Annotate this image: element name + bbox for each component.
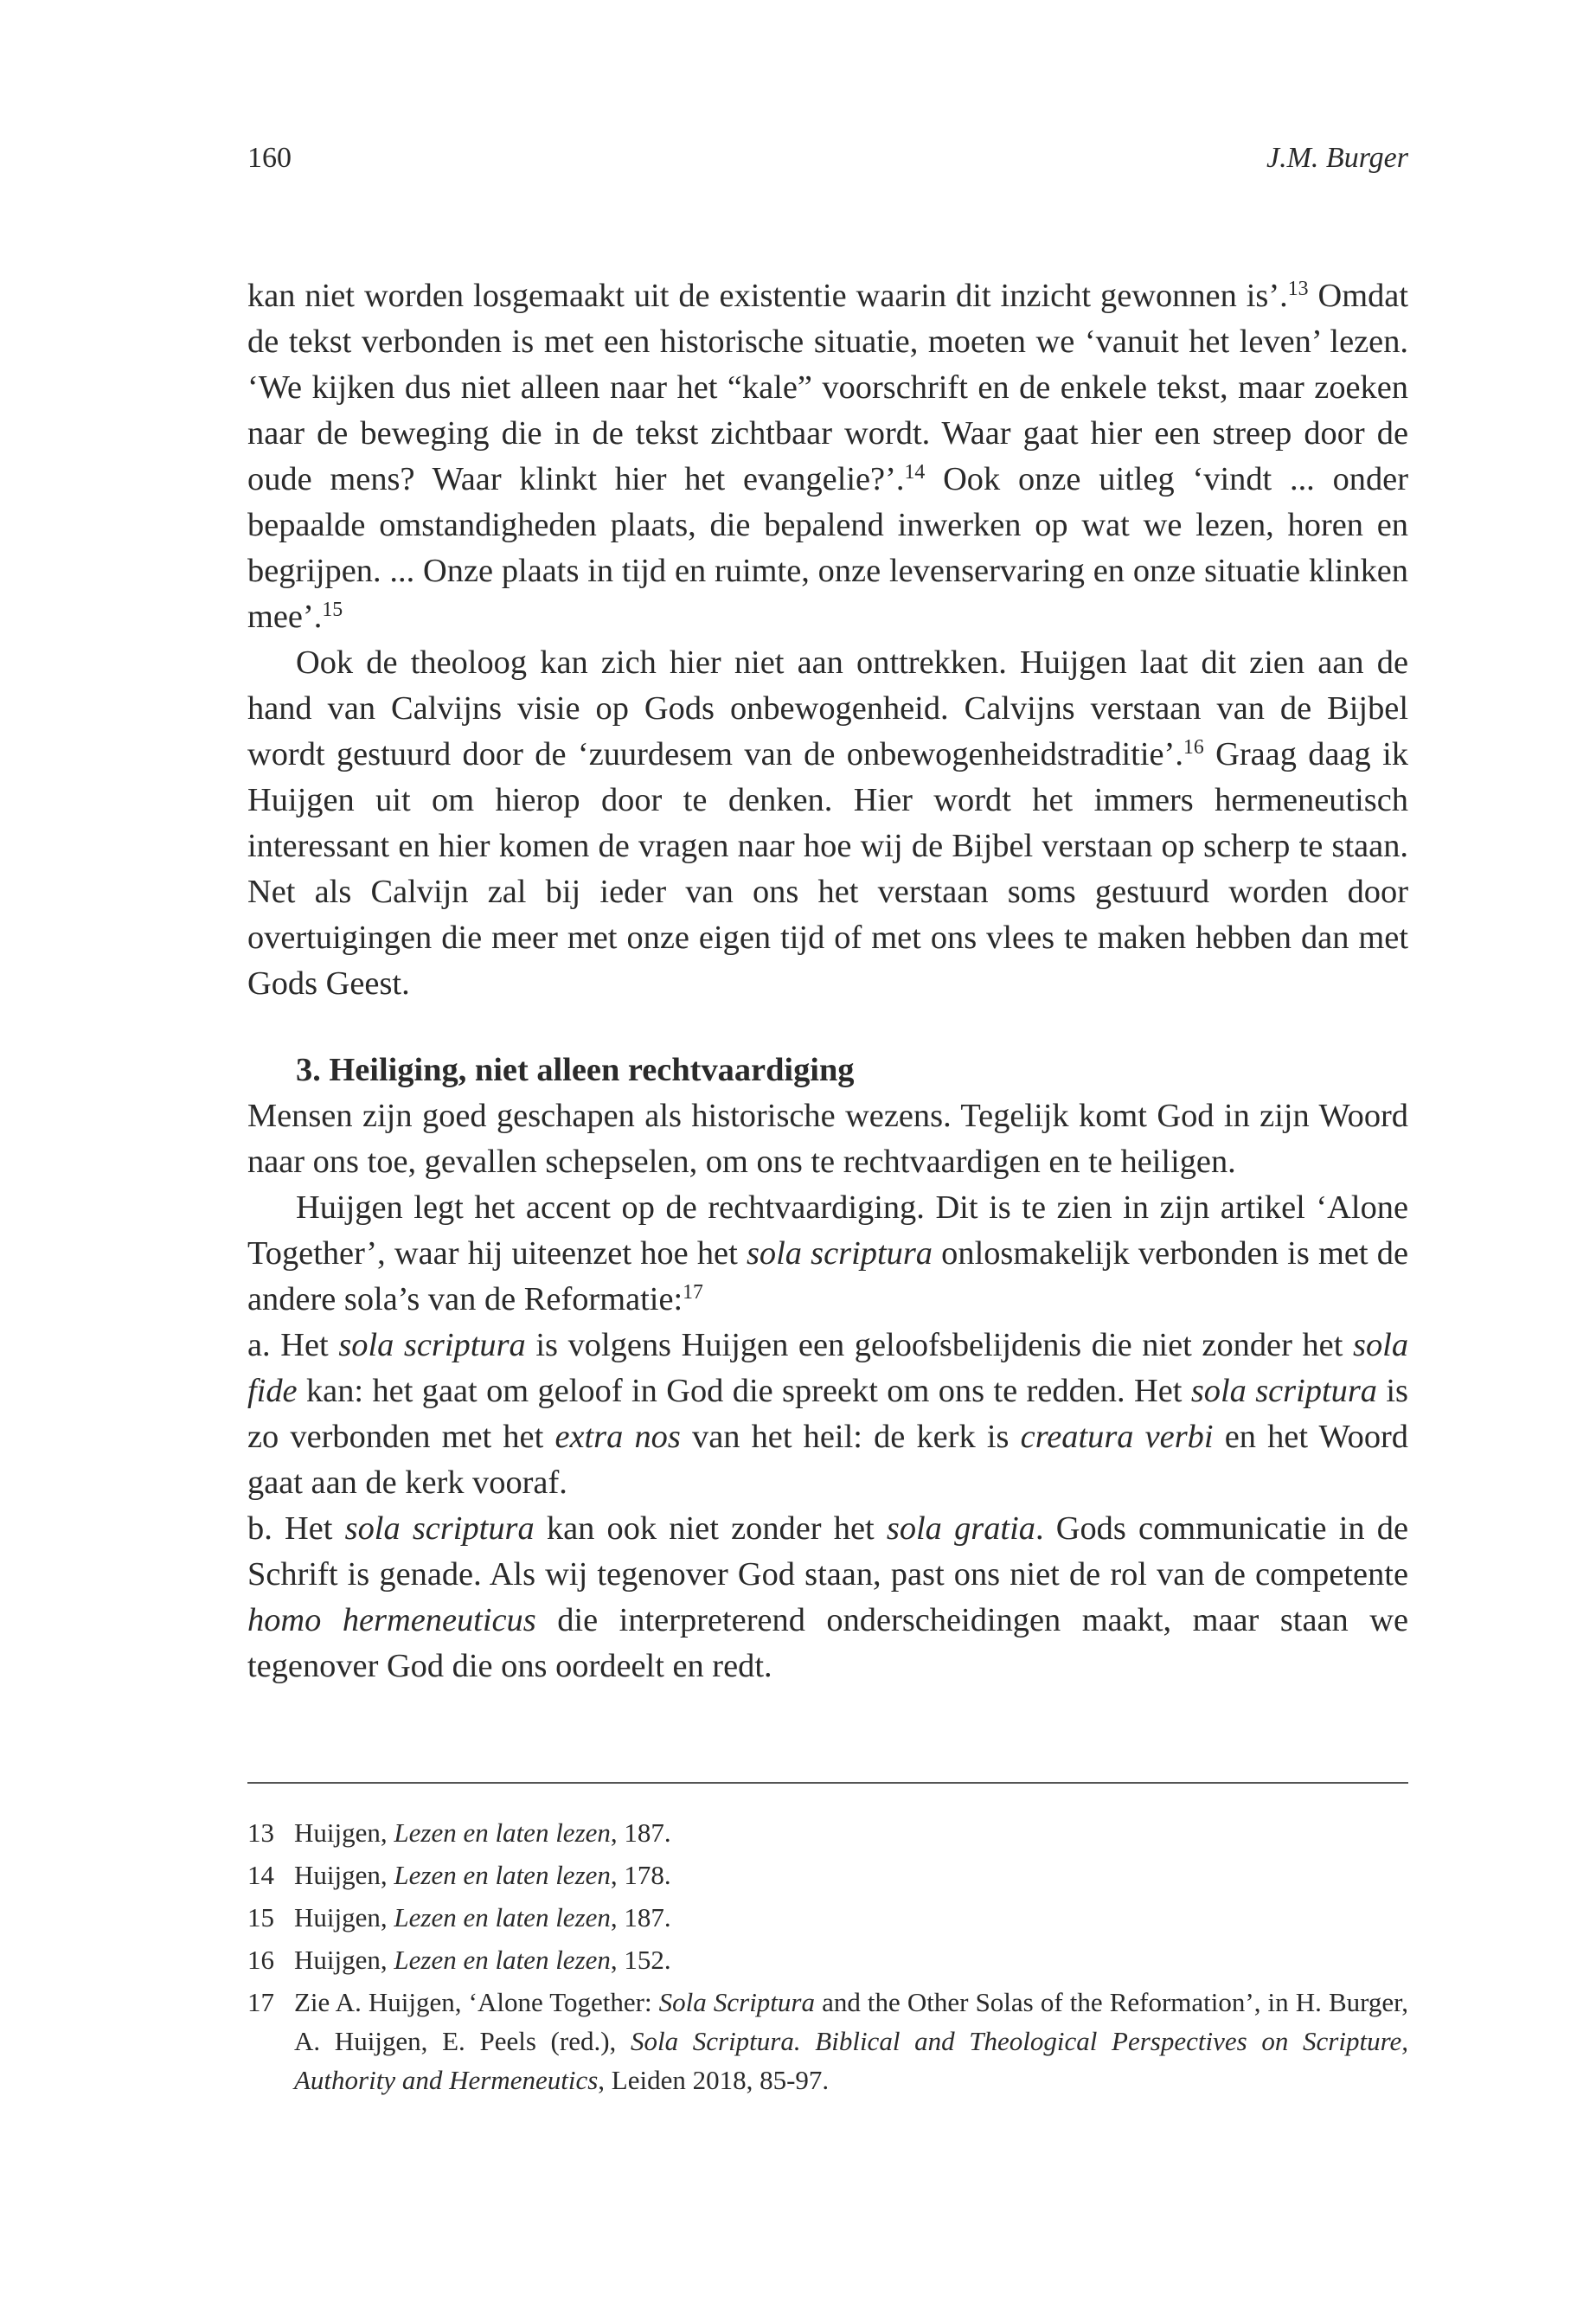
footnote-divider (247, 1782, 1408, 1784)
footnote-number: 16 (247, 1945, 274, 1975)
section-heading: 3. Heiliging, niet alleen rechtvaardiging (296, 1052, 855, 1088)
list-item-b: b. Het sola scriptura kan ook niet zonder het sola gratia. Gods communicatie in de Schrift is genade. Als wij tegenover God staan, past ons niet de rol van de competente homo hermeneuticus die interpreterend onderscheidingen maakt, maar staan we tegenover God die ons oordeelt en redt. (247, 1510, 1409, 1684)
page-number: 160 (247, 142, 292, 174)
footnotes (247, 1813, 1408, 2103)
main-text (247, 273, 1408, 1689)
paragraph: kan niet worden losgemaakt uit de existentie waarin dit inzicht gewonnen is’.$^{13}$ Omdat de tekst verbonden is met een historische situatie, moeten we ‘vanuit het leven’ lezen. ‘We kijken dus niet alleen naar het “kale” voorschrift en de enkele tekst, maar zoeken naar de beweging die in de tekst zichtbaar wordt. Waar gaat hier een streep door de oude mens? Waar klinkt hier het evangelie?’.$^{14}$ Ook onze uitleg ‘vindt ... onder bepaalde omstandigheden plaats, die bepalend inwerken op wat we lezen, horen en begrijpen. ... Onze plaats in tijd en ruimte, onze levenservaring en onze situatie klinken mee’.$^{15}$ (247, 277, 1408, 635)
footnote: 14 Huijgen, Lezen en laten lezen, 178. (247, 1856, 1408, 1894)
footnote-ref: 14 (904, 460, 926, 484)
footnote-number: 13 (247, 1817, 274, 1848)
footnote: 17 Zie A. Huijgen, ‘Alone Together: Sola Scriptura and the Other Solas of the Reformation’, in H. Burger, A. Huijgen, E. Peels (red.), Sola Scriptura. Biblical and Theological Perspectives on Scripture, Authority and Hermeneutics, Leiden 2018, 85-97. (247, 1983, 1408, 2099)
paragraph: Huijgen legt het accent op de rechtvaardiging. Dit is te zien in zijn artikel ‘Alone Together’, waar hij uiteenzet hoe het sola scriptura onlosmakelijk verbonden is met de andere sola’s van de Reformatie:$^{17}$ (247, 1189, 1408, 1317)
paragraph: Ook de theoloog kan zich hier niet aan onttrekken. Huijgen laat dit zien aan de hand van Calvijns visie op Gods onbewogenheid. Calvijns verstaan van de Bijbel wordt gestuurd door de ‘zuurdesem van de onbewogenheidstraditie’.$^{16}$ Graag daag ik Huijgen uit om hierop door te denken. Hier wordt het immers hermeneutisch interessant en hier komen de vragen naar hoe wij de Bijbel verstaan op scherp te staan. Net als Calvijn zal bij ieder van ons het verstaan soms gestuurd worden door overtuigingen die meer met onze eigen tijd of met ons vlees te maken hebben dan met Gods Geest. (247, 644, 1408, 1002)
footnote-number: 15 (247, 1902, 274, 1932)
list-item-a: a. Het sola scriptura is volgens Huijgen een geloofsbelijdenis die niet zonder het sola fide kan: het gaat om geloof in God die spreekt om ons te redden. Het sola scriptura is zo verbonden met het extra nos van het heil: de kerk is creatura verbi en het Woord gaat aan de kerk vooraf. (247, 1327, 1409, 1501)
running-head: J.M. Burger (1266, 142, 1408, 174)
page-header (247, 137, 1408, 180)
footnote-number: 14 (247, 1860, 274, 1890)
footnote-ref: 13 (1287, 277, 1309, 300)
footnote-number: 17 (247, 1987, 274, 2017)
footnote-ref: 15 (322, 598, 343, 621)
footnote-ref: 16 (1183, 735, 1204, 759)
footnote-ref: 17 (683, 1280, 703, 1304)
footnote: 13 Huijgen, Lezen en laten lezen, 187. (247, 1813, 1408, 1852)
paragraph: Mensen zijn goed geschapen als historische wezens. Tegelijk komt God in zijn Woord naar ons toe, gevallen schepselen, om ons te rechtvaardigen en te heiligen. (247, 1098, 1408, 1180)
footnote: 15 Huijgen, Lezen en laten lezen, 187. (247, 1898, 1408, 1937)
footnote: 16 Huijgen, Lezen en laten lezen, 152. (247, 1940, 1408, 1979)
